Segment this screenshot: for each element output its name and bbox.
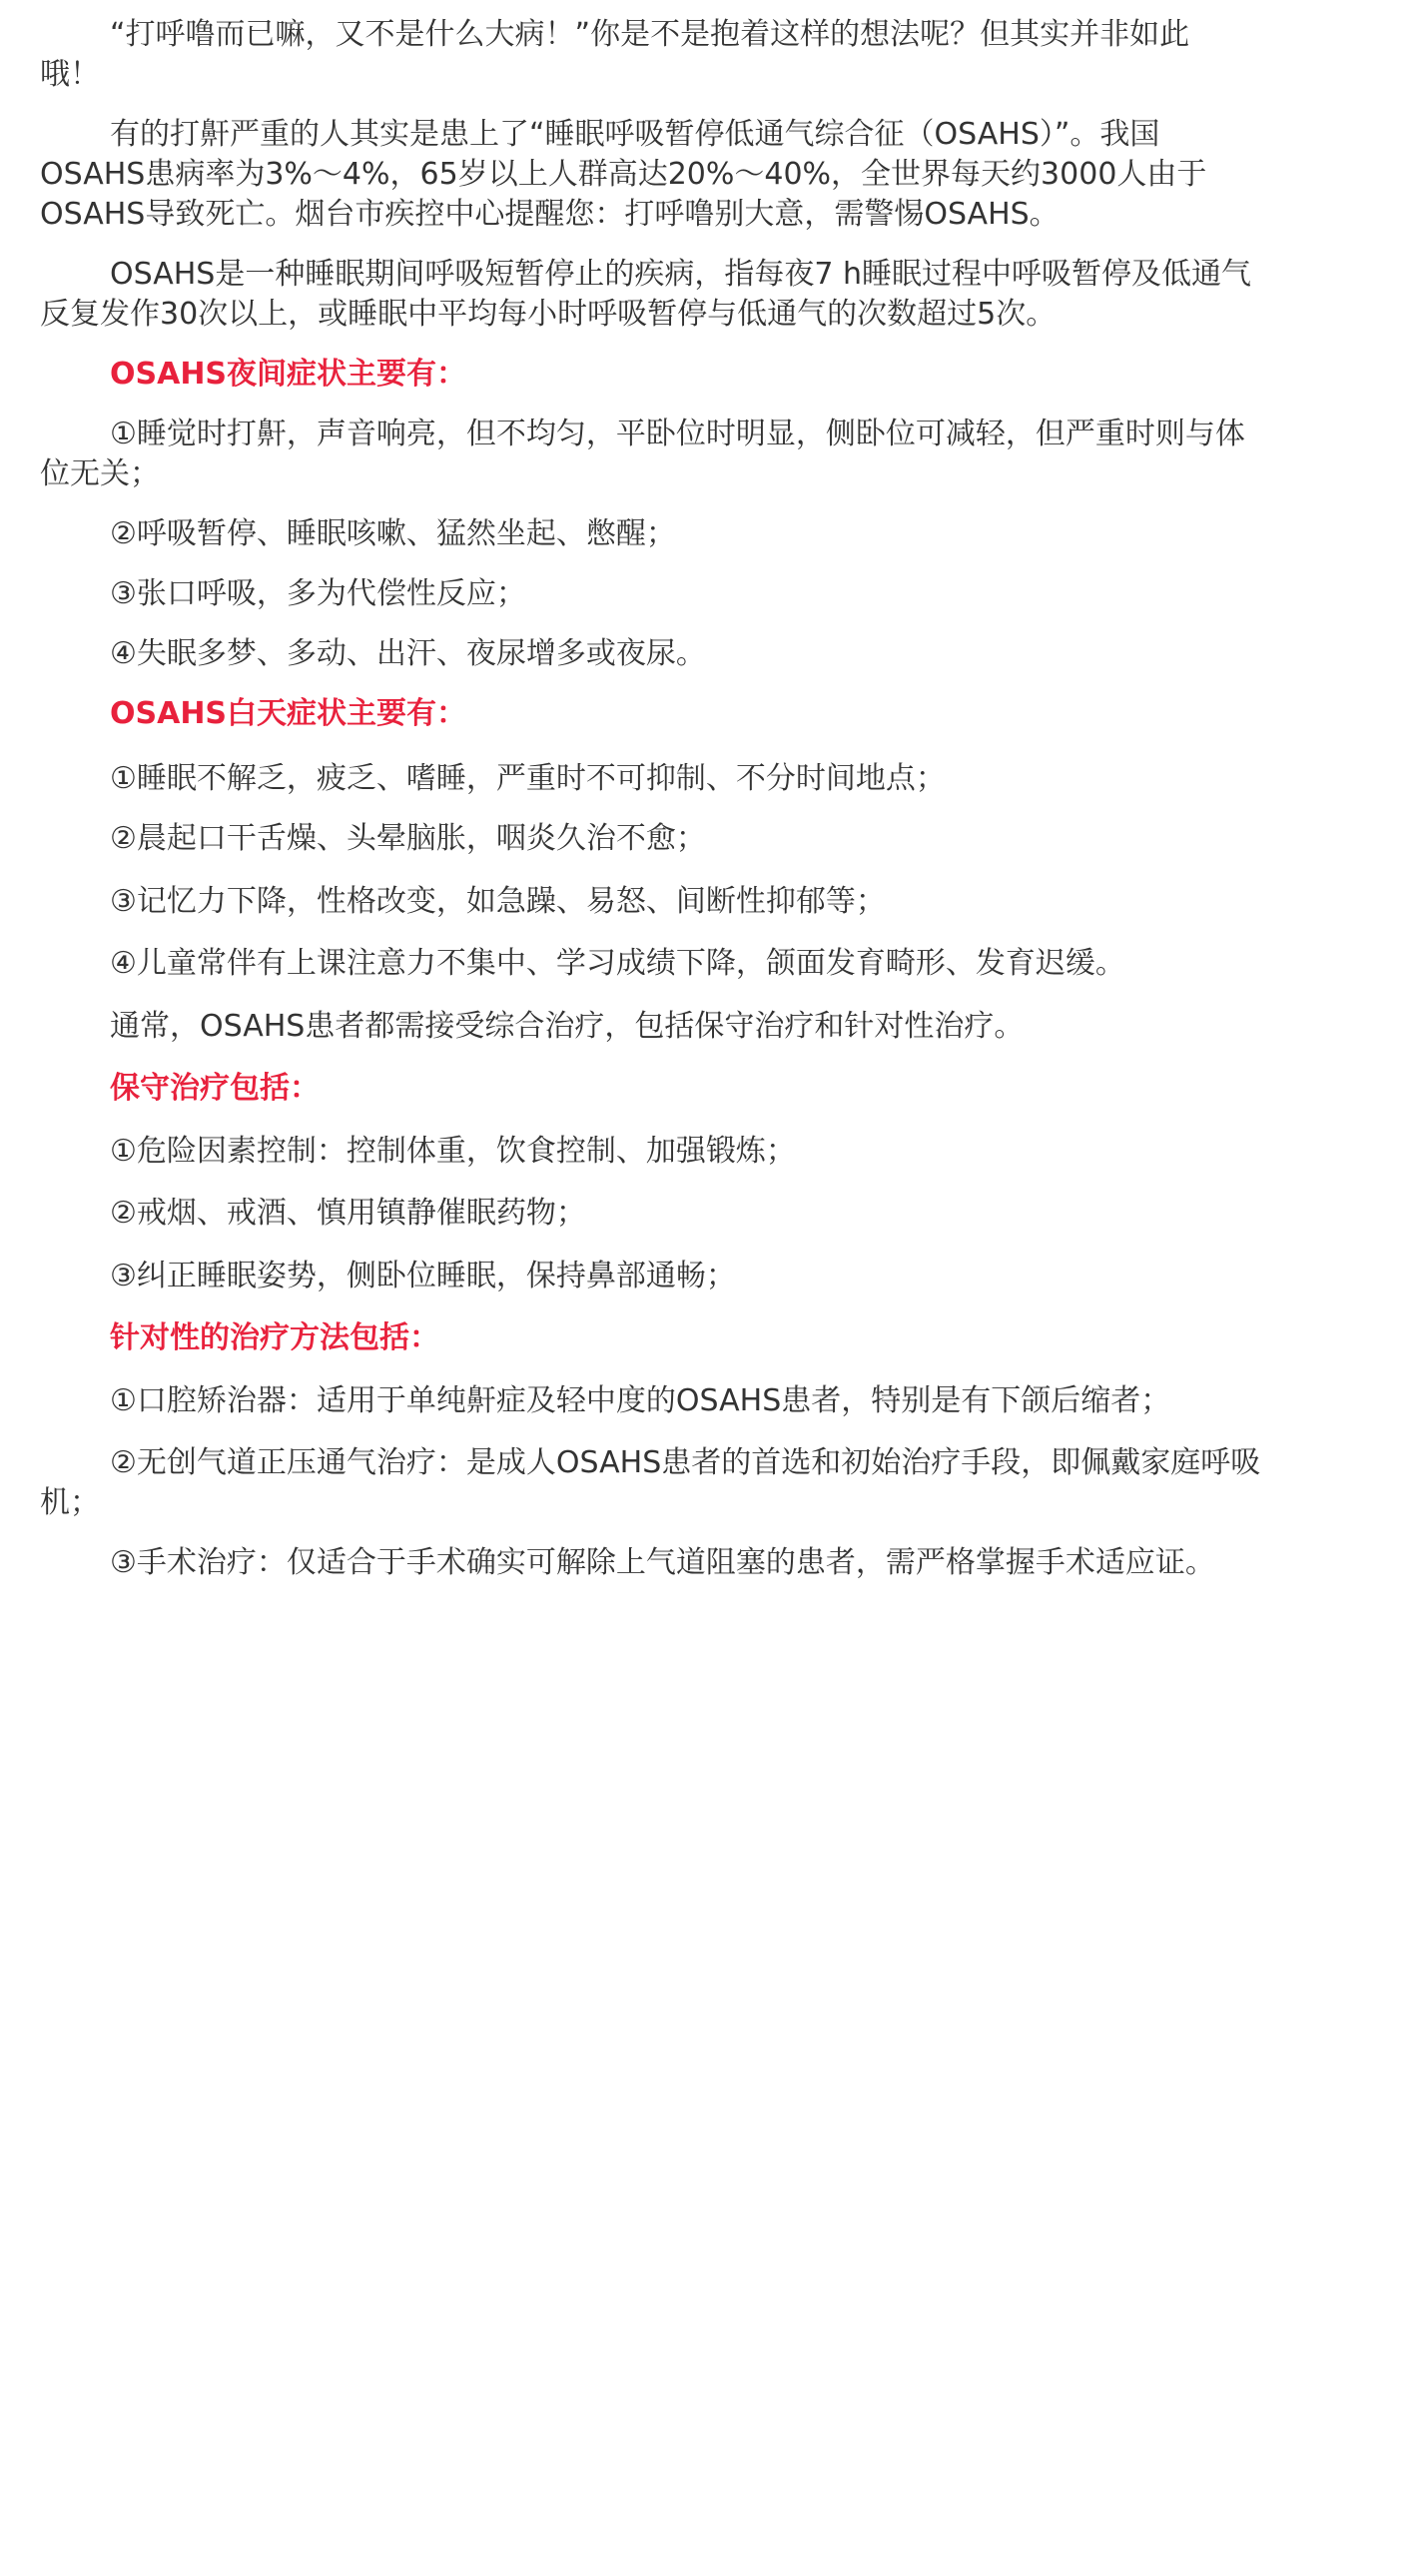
definition-paragraph-line: 有的打鼾严重的人其实是患上了“睡眠呼吸暂停低通气综合征（OSAHS）”。我国 [110, 117, 1160, 152]
explanation-paragraph-line: OSAHS是一种睡眠期间呼吸短暂停止的疾病，指每夜7 h睡眠过程中呼吸暂停及低通气 [110, 257, 1251, 292]
definition-paragraph-line: OSAHS导致死亡。烟台市疾控中心提醒您：打呼噜别大意，需警惕OSAHS。 [40, 197, 1060, 232]
night-symptom-item: ②呼吸暂停、睡眠咳嗽、猛然坐起、憋醒； [110, 516, 676, 551]
conservative-treatment-item: ②戒烟、戒酒、慎用镇静催眠药物； [110, 1196, 586, 1231]
intro-paragraph-line: 哦！ [40, 57, 100, 92]
targeted-treatment-item: ①口腔矫治器：适用于单纯鼾症及轻中度的OSAHS患者，特别是有下颌后缩者； [110, 1383, 1171, 1418]
intro-paragraph-line: “打呼噜而已嘛，又不是什么大病！”你是不是抱着这样的想法呢？但其实并非如此 [110, 17, 1190, 52]
night-symptom-item: ④失眠多梦、多动、出汗、夜尿增多或夜尿。 [110, 636, 706, 671]
day-symptom-item: ③记忆力下降，性格改变，如急躁、易怒、间断性抑郁等； [110, 884, 886, 919]
day-symptom-item: ②晨起口干舌燥、头晕脑胀，咽炎久治不愈； [110, 821, 706, 856]
night-symptom-item: ③张口呼吸，多为代偿性反应； [110, 576, 526, 611]
night-symptom-item: ①睡觉时打鼾，声音响亮，但不均匀，平卧位时明显，侧卧位可减轻，但严重时则与体 [110, 417, 1245, 451]
day-symptoms-heading: OSAHS白天症状主要有： [110, 696, 467, 731]
night-symptoms-heading: OSAHS夜间症状主要有： [110, 357, 467, 392]
targeted-treatment-item: 机； [40, 1485, 100, 1520]
definition-paragraph-line: OSAHS患病率为3%～4%，65岁以上人群高达20%～40%，全世界每天约3000人由于 [40, 157, 1207, 192]
day-symptom-item: ①睡眠不解乏，疲乏、嗜睡，严重时不可抑制、不分时间地点； [110, 761, 946, 796]
conservative-treatment-item: ③纠正睡眠姿势，侧卧位睡眠，保持鼻部通畅； [110, 1259, 736, 1293]
night-symptom-item: 位无关； [40, 456, 160, 491]
targeted-treatment-item: ②无创气道正压通气治疗：是成人OSAHS患者的首选和初始治疗手段，即佩戴家庭呼吸 [110, 1445, 1261, 1480]
conservative-treatment-heading: 保守治疗包括： [110, 1071, 320, 1106]
targeted-treatment-item: ③手术治疗：仅适合于手术确实可解除上气道阻塞的患者，需严格掌握手术适应证。 [110, 1545, 1215, 1580]
day-symptom-item: ④儿童常伴有上课注意力不集中、学习成绩下降，颌面发育畸形、发育迟缓。 [110, 946, 1125, 981]
conservative-treatment-item: ①危险因素控制：控制体重，饮食控制、加强锻炼； [110, 1134, 796, 1169]
targeted-treatment-heading: 针对性的治疗方法包括： [110, 1320, 439, 1355]
treatment-intro: 通常，OSAHS患者都需接受综合治疗，包括保守治疗和针对性治疗。 [110, 1009, 1025, 1044]
explanation-paragraph-line: 反复发作30次以上，或睡眠中平均每小时呼吸暂停与低通气的次数超过5次。 [40, 297, 1057, 332]
